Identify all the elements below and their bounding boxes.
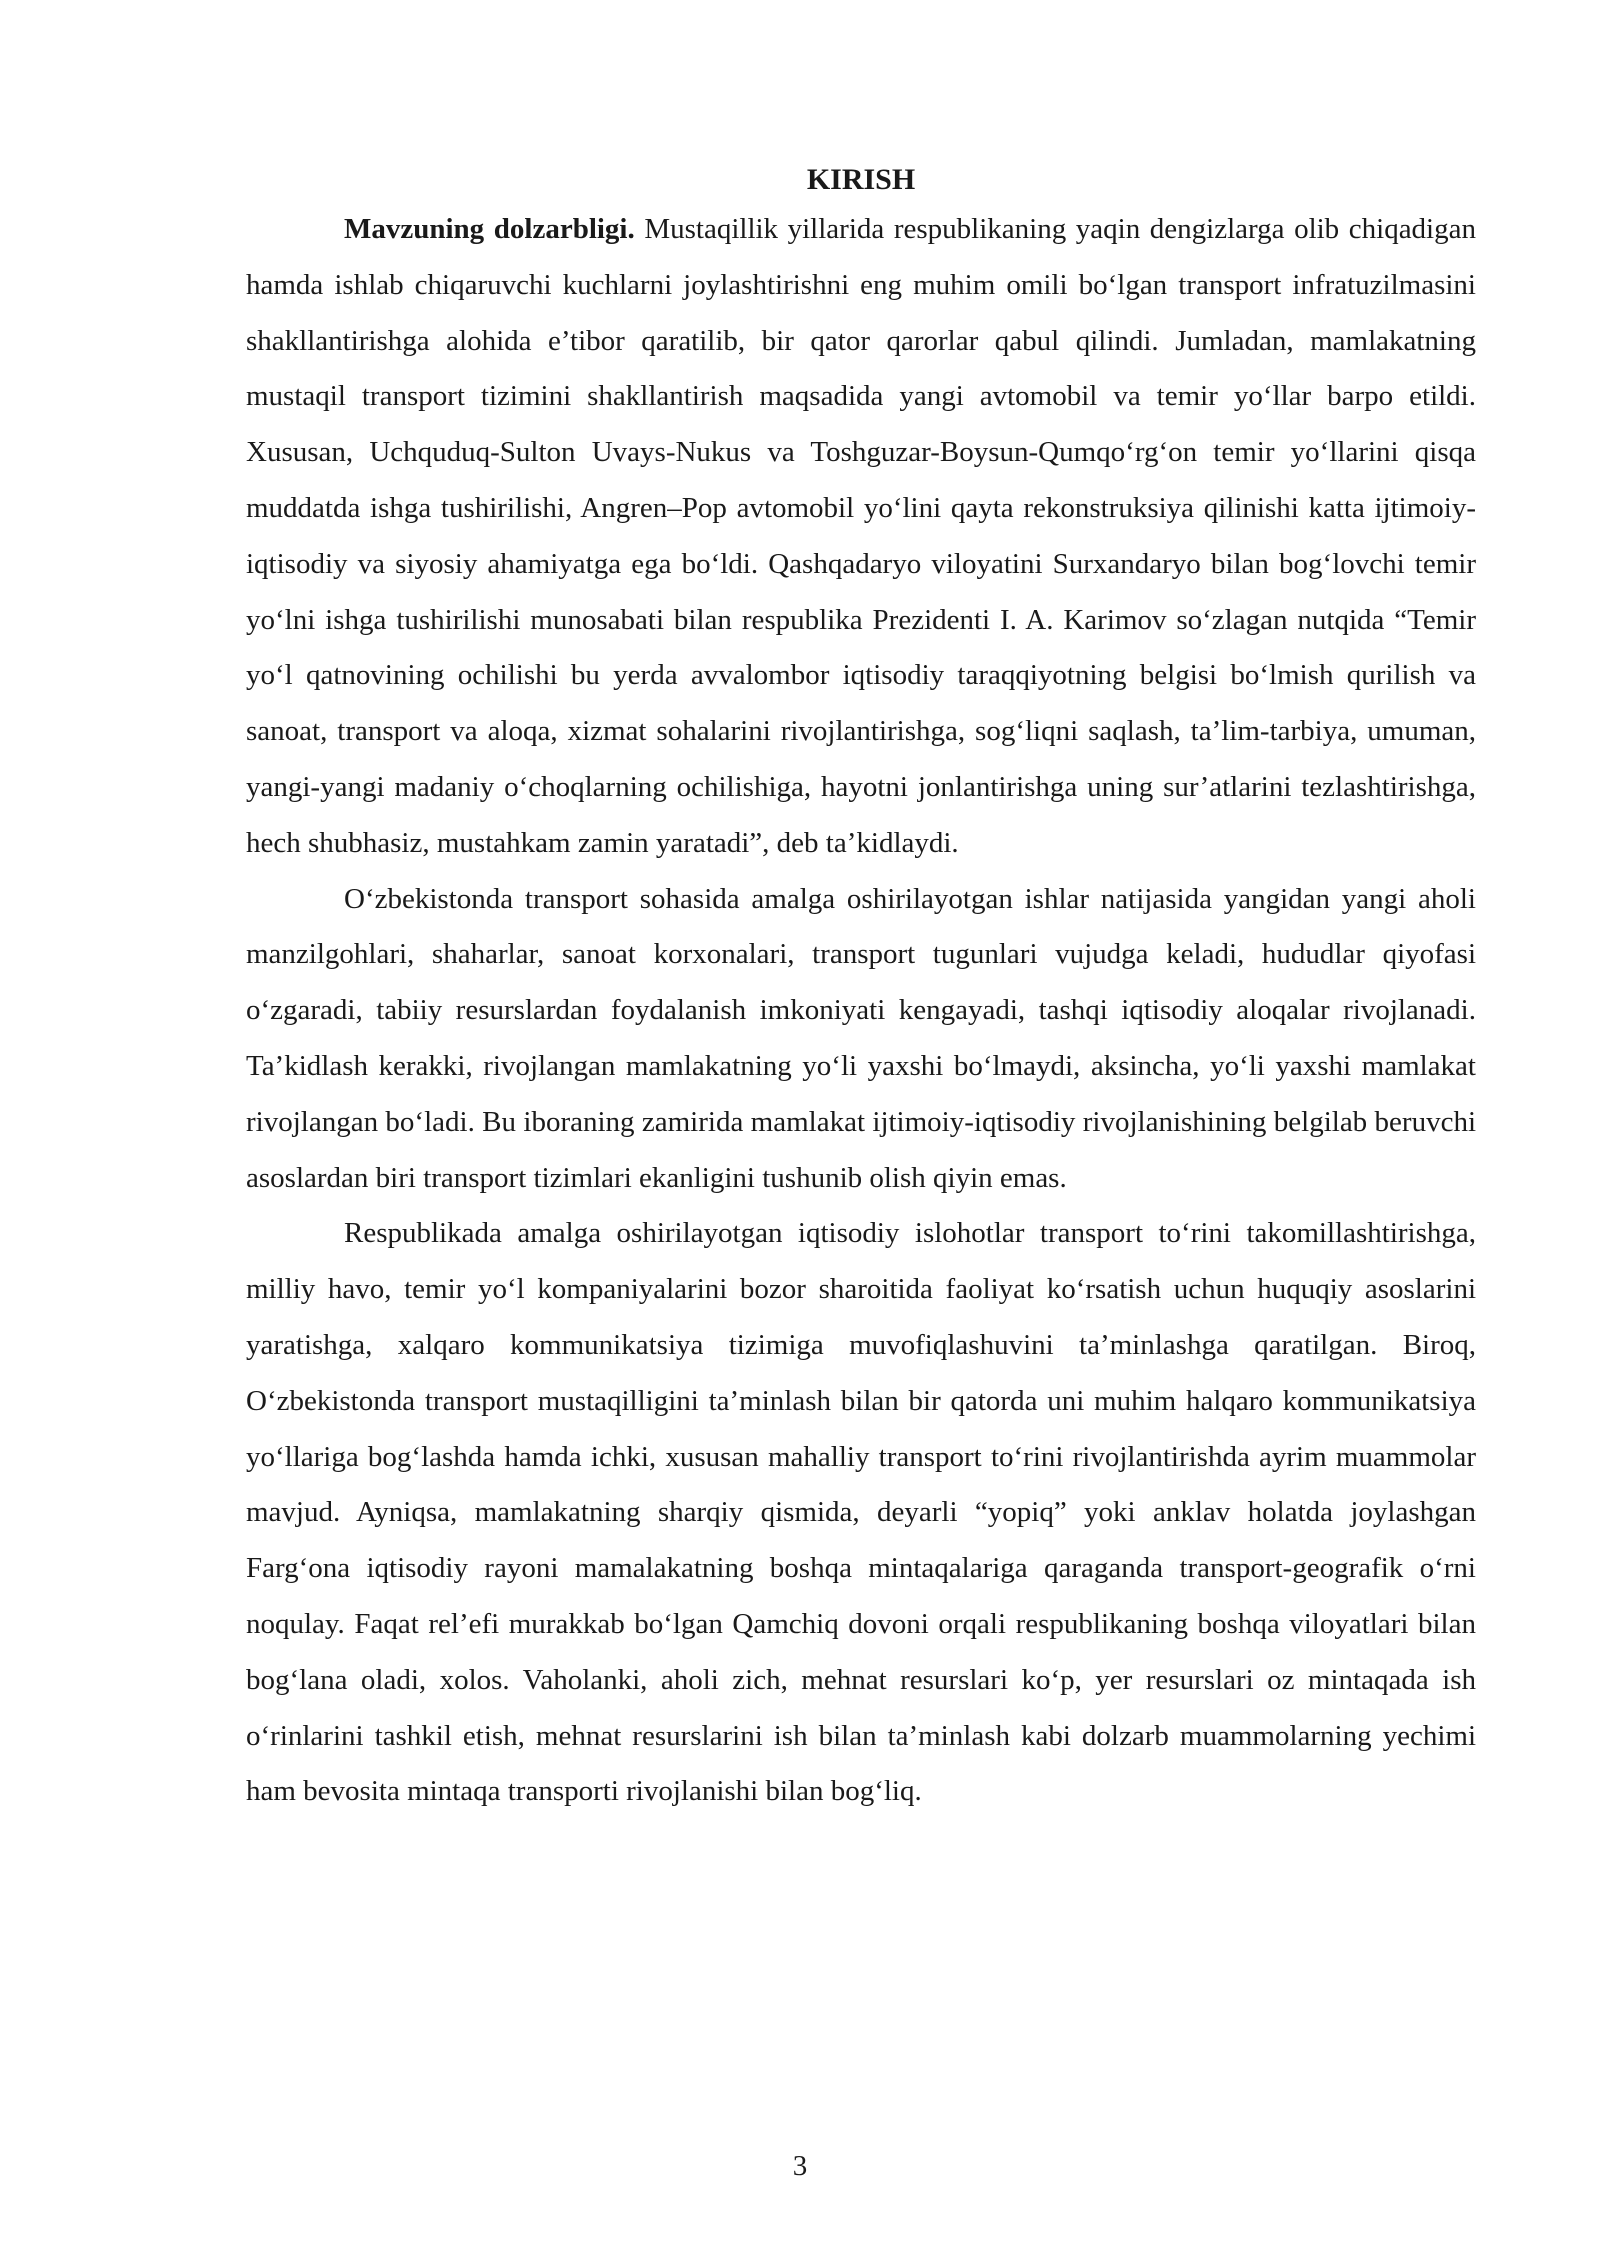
document-page [246, 160, 1476, 1820]
paragraph-lead: Mavzuning dolzarbligi. [344, 213, 635, 245]
paragraph-text: Mustaqillik yillarida respublikaning yaqin dengizlarga olib chiqadigan hamda ishlab chiqaruvchi kuchlarni joylashtirishni eng muhim omili bo‘lgan transport infratuzilmasini shakllantirishga alohida e’tibor qaratilib, bir qator qarorlar qabul qilindi. Jumladan, mamlakatning mustaqil transport tizimini shakllantirish maqsadida yangi avtomobil va temir yo‘llar barpo etildi. Xususan, Uchquduq-Sulton Uvays-Nukus va Toshguzar-Boysun-Qumqo‘rg‘on temir yo‘llarini qisqa muddatda ishga tushirilishi, Angren–Pop avtomobil yo‘lini qayta rekonstruksiya qilinishi katta ijtimoiy-iqtisodiy va siyosiy ahamiyatga ega bo‘ldi. Qashqadaryo viloyatini Surxandaryo bilan bog‘lovchi temir yo‘lni ishga tushirilishi munosabati bilan respublika Prezidenti I. A. Karimov so‘zlagan nutqida “Temir yo‘l qatnovining ochilishi bu yerda avvalombor iqtisodiy taraqqiyotning belgisi bo‘lmish qurilish va sanoat, transport va aloqa, xizmat sohalarini rivojlantirishga, sog‘liqni saqlash, ta’lim-tarbiya, umuman, yangi-yangi madaniy o‘choqlarning ochilishiga, hayotni jonlantirishga uning sur’atlarini tezlashtirishga, hech shubhasiz, mustahkam zamin yaratadi”, deb ta’kidlaydi. [246, 213, 1476, 859]
paragraph-relevance [246, 202, 1476, 872]
section-heading: KIRISH [806, 163, 916, 196]
page-number: 3 [792, 2150, 808, 2182]
paragraph-reforms [246, 1206, 1476, 1820]
paragraph-text: Respublikada amalga oshirilayotgan iqtisodiy islohotlar transport to‘rini takomillashtirishga, milliy havo, temir yo‘l kompaniyalarini bozor sharoitida faoliyat ko‘rsatish uchun huquqiy asoslarini yaratishga, xalqaro kommunikatsiya tizimiga muvofiqlashuvini ta’minlashga qaratilgan. Biroq, O‘zbekistonda transport mustaqilligini ta’minlash bilan bir qatorda uni muhim halqaro kommunikatsiya yo‘llariga bog‘lashda hamda ichki, xususan mahalliy transport to‘rini rivojlantirishda ayrim muammolar mavjud. Ayniqsa, mamlakatning sharqiy qismida, deyarli “yopiq” yoki anklav holatda joylashgan Farg‘ona iqtisodiy rayoni mamalakatning boshqa mintaqalariga qaraganda transport-geografik o‘rni noqulay. Faqat rel’efi murakkab bo‘lgan Qamchiq dovoni orqali respublikaning boshqa viloyatlari bilan bog‘lana oladi, xolos. Vaholanki, aholi zich, mehnat resurslari ko‘p, yer resurslari oz mintaqada ish o‘rinlarini tashkil etish, mehnat resurslarini ish bilan ta’minlash kabi dolzarb muammolarning yechimi ham bevosita mintaqa transporti rivojlanishi bilan bog‘liq. [246, 1217, 1476, 1808]
paragraph-transport-results [246, 872, 1476, 1207]
paragraph-text: O‘zbekistonda transport sohasida amalga oshirilayotgan ishlar natijasida yangidan yangi aholi manzilgohlari, shaharlar, sanoat korxonalari, transport tugunlari vujudga keladi, hududlar qiyofasi o‘zgaradi, tabiiy resurslardan foydalanish imkoniyati kengayadi, tashqi iqtisodiy aloqalar rivojlanadi. Ta’kidlash kerakki, rivojlangan mamlakatning yo‘li yaxshi bo‘lmaydi, aksincha, yo‘li yaxshi mamlakat rivojlangan bo‘ladi. Bu iboraning zamirida mamlakat ijtimoiy-iqtisodiy rivojlanishining belgilab beruvchi asoslardan biri transport tizimlari ekanligini tushunib olish qiyin emas. [246, 882, 1476, 1194]
